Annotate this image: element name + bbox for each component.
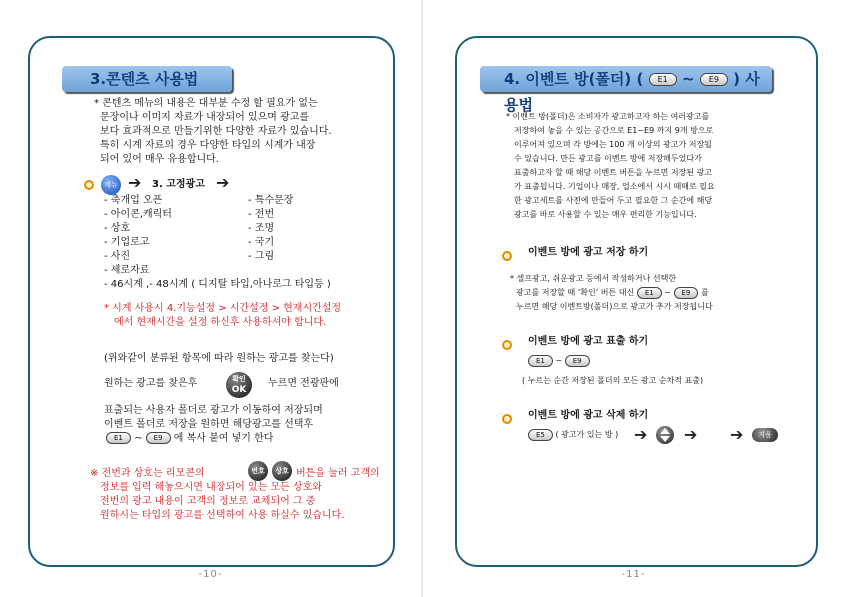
sec2-bullet	[502, 340, 512, 350]
clock-note-line-1: * 시계 사용시 4.기능설정 > 시간설정 > 현재시간설정	[104, 303, 342, 314]
arrow-right-icon: ➔	[684, 425, 698, 444]
list-col2-item-5: - 그림	[248, 251, 275, 262]
arrow-right-icon: ➔	[216, 173, 230, 192]
find-line: (위와같이 분류된 항목에 따라 원하는 광고를 찾는다)	[104, 353, 334, 364]
right-page-number: -11-	[621, 569, 646, 580]
sec3-note: ( 광고가 있는 방 )	[555, 430, 619, 439]
remark-line-2: 전번의 광고 내용이 고객의 정보로 교체되어 그 중	[100, 496, 316, 507]
list-col2-item-3: - 조명	[248, 223, 275, 234]
list-col1-item-2: - 아이콘,캐릭터	[104, 209, 172, 220]
sec3-bullet	[502, 414, 512, 424]
sec3-title: 이벤트 방에 광고 삭제 하기	[528, 410, 649, 421]
right-intro-line-8: 광고를 바로 사용할 수 있는 매우 편리한 기능입니다.	[514, 210, 697, 219]
name-button-icon: 상호	[272, 461, 292, 481]
sec3-e5-key-icon: E5	[528, 429, 553, 441]
e1-key-icon: E1	[106, 432, 131, 444]
arrow-right-icon: ➔	[128, 173, 142, 192]
clock-line: - 46시계 ,- 48시계 ( 디지탈 타입,아나로그 타입등 )	[104, 279, 331, 290]
delete-button-icon: 지움	[752, 428, 778, 442]
sec2-keys	[528, 354, 590, 368]
list-col1-item-5: - 사진	[104, 251, 131, 262]
sec1-e1-key-icon: E1	[637, 287, 662, 299]
list-col1-item-6: - 세로자료	[104, 265, 150, 276]
e9-key-icon: E9	[146, 432, 171, 444]
remark-suffix: 버튼을 눌러 고객의	[296, 468, 380, 479]
sec3-keys	[528, 428, 618, 442]
list-col1-item-1: - 축개업 오픈	[104, 195, 163, 206]
left-intro-line-2: 문장이나 이미지 자료가 내장되어 있으며 광고를	[100, 112, 310, 123]
sec1-line-2	[516, 286, 709, 300]
sec2-note: ( 누르는 순간 저장된 폴더의 모든 광고 순차적 표출)	[522, 376, 704, 385]
sec1-tail: 를	[700, 288, 709, 297]
copy-suffix: 에 복사 붙여 넣기 한다	[173, 433, 274, 444]
right-title-paren-close: )	[733, 70, 741, 88]
left-intro-line-1: * 콘텐츠 메뉴의 내용은 대부분 수정 할 필요가 없는	[94, 98, 318, 109]
sec2-e1-key-icon: E1	[528, 355, 553, 367]
arrow-right-icon: ➔	[730, 425, 744, 444]
step-label: 3. 고정광고	[152, 179, 205, 190]
remark-line-1: 정보를 입력 해놓으시면 내장되어 있는 모든 상호와	[100, 482, 322, 493]
ok-button-top-label: 확인	[232, 375, 246, 383]
left-page-title: 3.콘텐츠 사용법	[62, 66, 232, 92]
sec2-e9-key-icon: E9	[565, 355, 590, 367]
left-page-number: -10-	[198, 569, 223, 580]
sec1-e9-key-icon: E9	[674, 287, 699, 299]
list-col2-item-4: - 국기	[248, 237, 275, 248]
right-title-suffix: 사용법	[504, 70, 760, 114]
menu-button-icon: 메뉴	[101, 175, 121, 195]
right-title-tilde: ~	[681, 70, 695, 88]
right-intro-line-7: 한 광고세트를 사전에 만들어 두고 필요한 그 순간에 해당	[514, 196, 713, 205]
right-intro-line-6: 가 표출됩니다. 기업이나 매장, 업소에서 시시 때때로 필요	[514, 182, 715, 191]
display-line-2: 이벤트 폴더로 저장을 원하면 해당광고를 선택후	[104, 419, 314, 430]
right-page-title	[480, 66, 772, 114]
title-e9-key-icon: E9	[700, 73, 728, 86]
sec1-title: 이벤트 방에 광고 저장 하기	[528, 247, 649, 258]
ok-prefix: 원하는 광고를 찾은후	[104, 378, 198, 389]
sec1-line-2-text: 광고를 저장할 때 ‘확인’ 버튼 대신	[516, 288, 635, 297]
sec1-bullet	[502, 251, 512, 261]
left-step-bullet	[84, 180, 94, 190]
sec1-line-1: * 셀프광고, 쉬운광고 등에서 작성하거나 선택한	[510, 274, 677, 283]
arrow-right-icon: ➔	[634, 425, 648, 444]
list-col1-item-3: - 상호	[104, 223, 131, 234]
ok-button-bottom-label: OK	[231, 385, 247, 395]
left-intro-line-3: 보다 효과적으로 만들기위한 다양한 자료가 있습니다.	[100, 126, 332, 137]
copy-tilde: ~	[134, 433, 143, 444]
right-title-paren-open: (	[636, 70, 644, 88]
up-down-button-icon	[656, 426, 674, 444]
left-intro-line-4: 특히 시계 자료의 경우 다양한 타입의 시계가 내장	[100, 140, 316, 151]
sec1-line-3: 누르면 해당 이벤트방(폴더)으로 광고가 추가 저장됩니다	[516, 302, 713, 311]
right-intro-line-3: 이루어져 있으며 각 방에는 100 개 이상의 광고가 저장될	[514, 140, 712, 149]
right-title-prefix: 4. 이벤트 방(폴더)	[504, 70, 632, 88]
number-button-icon: 번호	[248, 461, 268, 481]
copy-line	[106, 432, 273, 447]
right-intro-line-2: 저장하여 놓을 수 있는 공간으로 E1~E9 까지 9개 방으로	[514, 126, 714, 135]
ok-button-icon	[226, 372, 252, 398]
display-line-1: 표출되는 사용자 폴더로 광고가 이동하여 저장되며	[104, 405, 323, 416]
remark-line-3: 원하시는 타입의 광고를 선택하여 사용 하실수 있습니다.	[100, 510, 345, 521]
ok-suffix: 누르면 전광판에	[268, 378, 339, 389]
list-col2-item-1: - 특수문장	[248, 195, 294, 206]
title-e1-key-icon: E1	[649, 73, 677, 86]
sec2-tilde: ~	[555, 356, 563, 365]
right-intro-line-1: * 이벤트 방(폴더)은 소비자가 광고하고자 하는 여러광고를	[506, 112, 710, 121]
clock-note-line-2: 에서 현재시간을 설정 하신후 사용하셔야 합니다.	[114, 317, 327, 328]
right-intro-line-4: 수 있습니다. 만든 광고를 이벤트 방에 저장해두었다가	[514, 154, 702, 163]
sec1-tilde: ~	[664, 288, 671, 297]
right-intro-line-5: 표출하고자 할 때 해당 이벤트 버튼을 누르면 저장된 광고	[514, 168, 713, 177]
left-intro-line-5: 되어 있어 매우 유용합니다.	[100, 154, 219, 165]
list-col2-item-2: - 전번	[248, 209, 275, 220]
remark-prefix: ※ 전번과 상호는 리모콘의	[90, 468, 205, 479]
list-col1-item-4: - 기업로고	[104, 237, 150, 248]
sec2-title: 이벤트 방에 광고 표출 하기	[528, 336, 649, 347]
